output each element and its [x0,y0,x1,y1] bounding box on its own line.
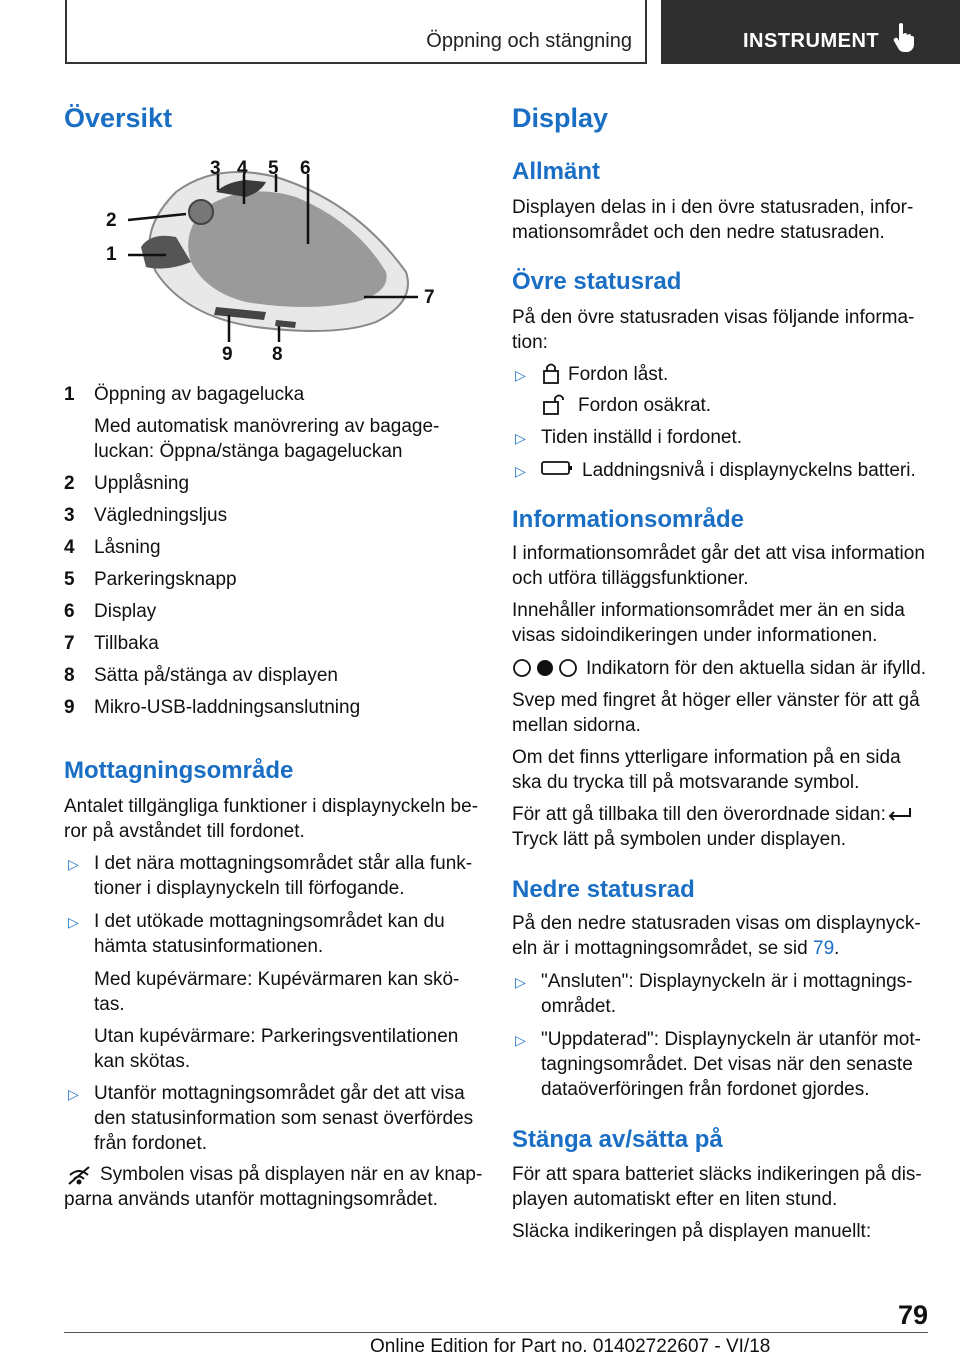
info-text: mellan sidorna. [512,715,641,736]
item-number: 8 [64,665,75,686]
item-text: Upplåsning [94,473,190,494]
item-text: Mikro-USB-laddningsanslutning [94,697,361,718]
info-text: I informationsområdet går det att visa information [512,543,925,564]
upper-status-title: Övre statusrad [512,268,682,295]
info-text: Om det finns ytterligare information på en sida [512,747,901,768]
upper-status-text: På den övre statusraden visas följande informa- [512,307,915,328]
upper-item: Laddningsnivå i displaynyckelns batteri. [582,460,916,481]
turn-off-title: Stänga av/sätta på [512,1126,723,1153]
turn-off-text: Släcka indikeringen på displayen manuellt: [512,1221,872,1242]
lower-status-title: Nedre statusrad [512,876,695,903]
figure-label: 5 [268,158,279,179]
item-text: Låsning [94,537,161,558]
page-reference-link[interactable]: 79 [813,938,835,959]
lower-item: området. [541,996,616,1017]
item-text: Tillbaka [94,633,159,654]
triangle-bullet-icon: ▷ [515,430,526,446]
item-number: 7 [64,633,75,654]
lock-open-icon [541,392,571,416]
triangle-bullet-icon: ▷ [515,367,526,383]
heater-text: kan skötas. [94,1051,191,1072]
footer-edition: Online Edition for Part no. 01402722607 - VI/18 [370,1336,771,1357]
back-arrow-icon [886,804,914,824]
info-text: Innehåller informationsområdet mer än en sida [512,600,905,621]
info-text: För att gå tillbaka till den överordnade sidan: [512,804,886,825]
reception-intro: Antalet tillgängliga funktioner i displaynyckeln be- [64,796,479,817]
info-text: visas sidoindikeringen under informationen. [512,625,878,646]
figure-label: 4 [237,158,248,179]
hand-pointer-icon [893,22,915,52]
figure-label: 6 [300,158,311,179]
lock-closed-icon [541,361,561,385]
figure-label: 2 [106,210,117,231]
no-signal-icon [66,1165,92,1185]
general-title: Allmänt [512,158,601,185]
lower-status-text: På den nedre statusraden visas om displaynyck- [512,913,921,934]
upper-item: Tiden inställd i fordonet. [541,427,743,448]
turn-off-text: För att spara batteriet släcks indikeringen på dis- [512,1164,922,1185]
lower-item: dataöverföringen från fordonet gjordes. [541,1079,870,1100]
item-text: luckan: Öppna/stänga bagageluckan [94,441,403,462]
triangle-bullet-icon: ▷ [515,1032,526,1048]
triangle-bullet-icon: ▷ [68,1086,79,1102]
battery-icon [541,460,573,476]
info-text: och utföra tilläggsfunktioner. [512,568,749,589]
triangle-bullet-icon: ▷ [68,856,79,872]
item-text: Sätta på/stänga av displayen [94,665,339,686]
item-number: 9 [64,697,75,718]
page-indicator-icon [512,658,578,678]
item-number: 1 [64,384,75,405]
general-text: mationsområdet och den nedre statusraden. [512,222,885,243]
item-number: 6 [64,601,75,622]
section-title: Öppning och stängning [426,30,632,52]
symbol-note: parna används utanför mottagningsområdet. [64,1189,438,1210]
item-number: 5 [64,569,75,590]
lower-item: tagningsområdet. Det visas när den senaste [541,1054,913,1075]
triangle-bullet-icon: ▷ [68,914,79,930]
footer-divider [64,1332,928,1333]
figure-label: 9 [222,344,233,365]
item-text: Öppning av bagagelucka [94,384,305,405]
bullet-text: tioner i displaynyckeln till förfogande. [94,878,405,899]
bullet-text: I det utökade mottagningsområdet kan du [94,911,445,932]
chapter-tab[interactable] [661,0,960,64]
triangle-bullet-icon: ▷ [515,463,526,479]
bullet-text: den statusinformation som senast överfördes [94,1108,474,1129]
upper-item: Fordon osäkrat. [578,395,712,416]
reception-title: Mottagningsområde [64,757,294,784]
item-number: 3 [64,505,75,526]
general-text: Displayen delas in i den övre statusraden, infor- [512,197,914,218]
display-title: Display [512,103,609,133]
figure-label: 7 [424,287,435,308]
bullet-text: hämta statusinformationen. [94,936,324,957]
item-text: Display [94,601,157,622]
item-text: Med automatisk manövrering av bagage- [94,416,440,437]
figure-label: 8 [272,344,283,365]
info-area-title: Informationsområde [512,506,745,533]
heater-text: tas. [94,994,125,1015]
heater-text: Med kupévärmare: Kupévärmaren kan skö- [94,969,460,990]
lower-item: "Ansluten": Displaynyckeln är i mottagnings- [541,971,913,992]
chapter-label: INSTRUMENT [743,30,880,52]
figure-label: 1 [106,244,117,265]
lower-status-text: eln är i mottagningsområdet, se sid 79. [512,938,840,959]
bullet-text: Utanför mottagningsområdet går det att visa [94,1083,465,1104]
heater-text: Utan kupévärmare: Parkeringsventilationen [94,1026,459,1047]
lower-item: "Uppdaterad": Displaynyckeln är utanför mot- [541,1029,921,1050]
info-text: ska du trycka till på motsvarande symbol. [512,772,860,793]
display-key-illustration [96,152,446,367]
info-text: Tryck lätt på symbolen under displayen. [512,829,847,850]
page-number: 79 [897,1300,928,1330]
symbol-note: Symbolen visas på displayen när en av knap- [100,1164,483,1185]
reception-intro: ror på avståndet till fordonet. [64,821,305,842]
item-text: Parkeringsknapp [94,569,237,590]
overview-title: Översikt [64,103,173,133]
upper-status-text: tion: [512,332,548,353]
info-indicator-text: Indikatorn för den aktuella sidan är ifylld. [586,658,927,679]
item-number: 2 [64,473,75,494]
bullet-text: I det nära mottagningsområdet står alla funk- [94,853,473,874]
figure-label: 3 [210,158,221,179]
item-text: Vägledningsljus [94,505,228,526]
info-text: Svep med fingret åt höger eller vänster för att gå [512,690,920,711]
item-number: 4 [64,537,75,558]
triangle-bullet-icon: ▷ [515,974,526,990]
upper-item: Fordon låst. [568,364,669,385]
turn-off-text: playen automatiskt efter en liten stund. [512,1189,838,1210]
bullet-text: från fordonet. [94,1133,208,1154]
